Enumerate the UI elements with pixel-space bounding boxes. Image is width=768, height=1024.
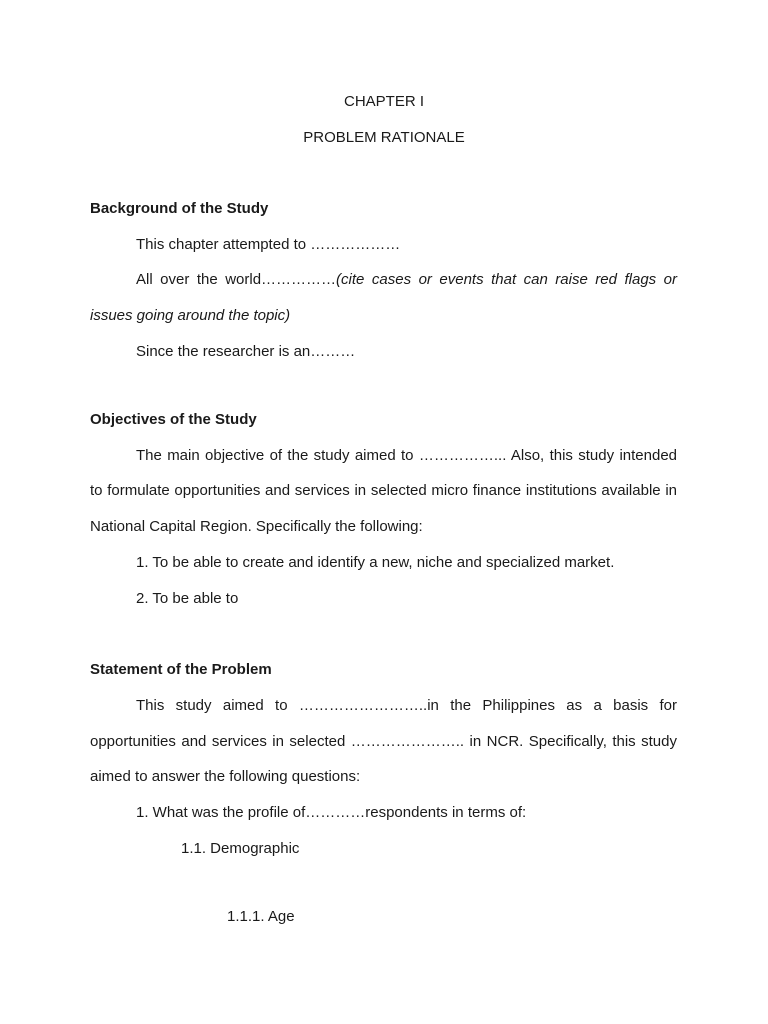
background-paragraph-2-italic-note: (cite cases or events that can raise red flags or xyxy=(336,271,677,288)
statement-question-1-1: 1.1. Demographic xyxy=(181,840,300,857)
objectives-list-item-1: 1. To be able to create and identify a new, niche and specialized market. xyxy=(136,554,615,571)
objectives-line-2: to formulate opportunities and services in selected micro finance institutions available in xyxy=(90,482,677,499)
background-paragraph-1: This chapter attempted to ……………… xyxy=(136,236,401,253)
statement-line-1: This study aimed to ……………………..in the Philippines as a basis for xyxy=(136,697,677,714)
objectives-line-1: The main objective of the study aimed to ……………... Also, this study intended xyxy=(136,447,677,464)
chapter-label: CHAPTER I xyxy=(343,93,424,110)
objectives-line-3: National Capital Region. Specifically the following: xyxy=(90,518,423,535)
statement-line-3: aimed to answer the following questions: xyxy=(90,768,361,785)
statement-line-2: opportunities and services in selected ………………….. in NCR. Specifically, this study xyxy=(90,733,677,750)
statement-question-1-1-1: 1.1.1. Age xyxy=(227,908,295,925)
statement-question-1: 1. What was the profile of…………respondents in terms of: xyxy=(136,804,527,821)
section-heading-background: Background of the Study xyxy=(90,200,269,217)
chapter-title: PROBLEM RATIONALE xyxy=(303,129,465,146)
background-paragraph-2-line-2: issues going around the topic) xyxy=(90,307,291,324)
section-heading-statement: Statement of the Problem xyxy=(90,661,272,678)
background-paragraph-2-text: All over the world…………… xyxy=(136,271,337,288)
background-paragraph-2-line-1 xyxy=(136,271,677,289)
background-paragraph-3: Since the researcher is an……… xyxy=(136,343,356,360)
section-heading-objectives: Objectives of the Study xyxy=(90,411,257,428)
objectives-list-item-2: 2. To be able to xyxy=(136,590,239,607)
